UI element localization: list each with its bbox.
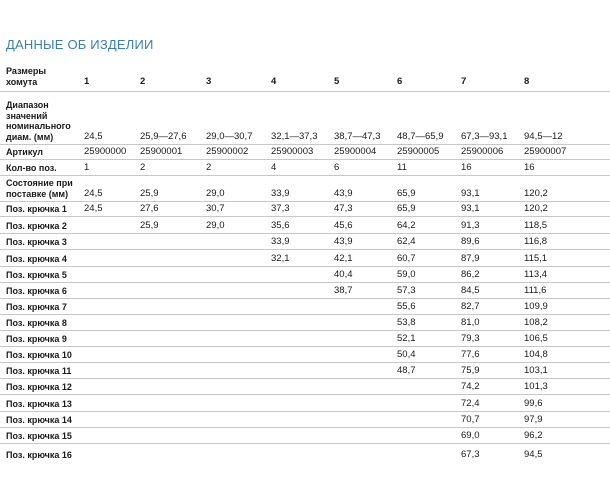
table-cell: 67,3—93,1	[461, 131, 508, 142]
table-row	[0, 314, 610, 331]
table-cell: 25,9	[140, 188, 159, 199]
table-cell: 37,3	[271, 203, 290, 214]
table-cell: 53,8	[397, 317, 416, 328]
table-cell: 25900003	[271, 146, 314, 157]
table-cell: 69,0	[461, 430, 480, 441]
table-cell: 25900007	[524, 146, 567, 157]
table-row	[0, 233, 610, 250]
table-cell: 84,5	[461, 285, 480, 296]
table-cell: 116,8	[524, 236, 548, 247]
table-row	[0, 427, 610, 444]
table-row	[0, 175, 610, 202]
table-row	[0, 216, 610, 234]
table-cell: 120,2	[524, 203, 548, 214]
table-cell: 99,6	[524, 398, 543, 409]
table-cell: 93,1	[461, 203, 480, 214]
table-cell: 48,7—65,9	[397, 131, 444, 142]
table-row	[0, 443, 610, 462]
table-cell: 65,9	[397, 188, 416, 199]
row-label: Артикул	[6, 146, 43, 157]
table-cell: 25900000	[84, 146, 127, 157]
table-row	[0, 282, 610, 299]
column-header: 2	[140, 76, 146, 87]
table-cell: 38,7—47,3	[334, 131, 381, 142]
table-cell: 77,6	[461, 349, 480, 360]
row-label: Поз. крючка 15	[6, 430, 72, 441]
column-header: 3	[206, 76, 212, 87]
table-cell: 27,6	[140, 203, 159, 214]
table-cell: 16	[524, 162, 535, 173]
table-cell: 109,9	[524, 301, 548, 312]
table-cell: 97,9	[524, 414, 543, 425]
table-cell: 65,9	[397, 203, 416, 214]
row-label: Диапазон значений номинального диам. (мм)	[6, 100, 71, 142]
table-cell: 25900004	[334, 146, 377, 157]
row-label: Поз. крючка 10	[6, 349, 72, 360]
table-cell: 55,6	[397, 301, 416, 312]
table-cell: 4	[271, 162, 277, 173]
table-cell: 104,8	[524, 349, 548, 360]
table-cell: 72,4	[461, 398, 480, 409]
table-cell: 103,1	[524, 365, 548, 376]
table-cell: 29,0—30,7	[206, 131, 253, 142]
column-header: 8	[524, 76, 530, 87]
table-row	[0, 266, 610, 283]
table-row	[0, 201, 610, 217]
table-cell: 40,4	[334, 269, 353, 280]
table-cell: 25,9—27,6	[140, 131, 187, 142]
row-label: Поз. крючка 16	[6, 449, 72, 460]
table-row	[0, 378, 610, 395]
table-cell: 43,9	[334, 188, 353, 199]
table-cell: 62,4	[397, 236, 416, 247]
row-label: Поз. крючка 13	[6, 398, 72, 409]
table-cell: 70,7	[461, 414, 480, 425]
table-row	[0, 330, 610, 347]
row-label: Поз. крючка 5	[6, 269, 67, 280]
row-label: Кол-во поз.	[6, 162, 57, 173]
table-cell: 74,2	[461, 381, 480, 392]
table-cell: 29,0	[206, 220, 225, 231]
table-cell: 94,5	[524, 449, 543, 460]
table-cell: 47,3	[334, 203, 353, 214]
table-cell: 52,1	[397, 333, 416, 344]
table-cell: 25,9	[140, 220, 159, 231]
table-cell: 64,2	[397, 220, 416, 231]
row-label: Поз. крючка 14	[6, 414, 72, 425]
table-cell: 48,7	[397, 365, 416, 376]
table-row	[0, 411, 610, 428]
table-cell: 94,5—12	[524, 131, 563, 142]
page-title: ДАННЫЕ ОБ ИЗДЕЛИИ	[6, 37, 154, 52]
table-cell: 59,0	[397, 269, 416, 280]
table-cell: 75,9	[461, 365, 480, 376]
table-cell: 32,1	[271, 253, 290, 264]
table-cell: 24,5	[84, 131, 103, 142]
table-cell: 29,0	[206, 188, 225, 199]
row-label: Поз. крючка 6	[6, 285, 67, 296]
table-cell: 45,6	[334, 220, 353, 231]
row-label: Поз. крючка 4	[6, 253, 67, 264]
table-cell: 24,5	[84, 203, 103, 214]
row-label: Поз. крючка 12	[6, 381, 72, 392]
row-label: Поз. крючка 7	[6, 301, 67, 312]
table-row	[0, 249, 610, 267]
column-header: 1	[84, 76, 90, 87]
table-row	[0, 91, 610, 145]
table-cell: 93,1	[461, 188, 480, 199]
table-header-row	[0, 64, 610, 92]
table-cell: 60,7	[397, 253, 416, 264]
table-cell: 79,3	[461, 333, 480, 344]
table-cell: 96,2	[524, 430, 543, 441]
table-cell: 87,9	[461, 253, 480, 264]
table-cell: 82,7	[461, 301, 480, 312]
table-cell: 25900001	[140, 146, 183, 157]
row-label: Поз. крючка 2	[6, 220, 67, 231]
table-cell: 24,5	[84, 188, 103, 199]
table-cell: 120,2	[524, 188, 548, 199]
table-row	[0, 298, 610, 315]
table-cell: 38,7	[334, 285, 353, 296]
table-cell: 25900002	[206, 146, 249, 157]
column-header: 6	[397, 76, 403, 87]
row-label: Поз. крючка 8	[6, 317, 67, 328]
table-cell: 25900006	[461, 146, 504, 157]
table-cell: 25900005	[397, 146, 440, 157]
table-row	[0, 144, 610, 160]
table-cell: 2	[206, 162, 212, 173]
table-cell: 32,1—37,3	[271, 131, 318, 142]
table-cell: 106,5	[524, 333, 548, 344]
table-cell: 43,9	[334, 236, 353, 247]
table-cell: 30,7	[206, 203, 225, 214]
table-cell: 111,6	[524, 285, 547, 296]
table-cell: 67,3	[461, 449, 480, 460]
table-cell: 33,9	[271, 236, 290, 247]
row-label: Поз. крючка 1	[6, 203, 67, 214]
table-cell: 16	[461, 162, 472, 173]
table-cell: 57,3	[397, 285, 416, 296]
table-cell: 33,9	[271, 188, 290, 199]
row-label: Поз. крючка 11	[6, 365, 72, 376]
table-cell: 101,3	[524, 381, 548, 392]
table-cell: 42,1	[334, 253, 353, 264]
table-row	[0, 394, 610, 412]
table-row	[0, 159, 610, 176]
table-cell: 86,2	[461, 269, 480, 280]
table-cell: 11	[397, 162, 407, 173]
table-cell: 118,5	[524, 220, 548, 231]
table-cell: 1	[84, 162, 90, 173]
table-cell: 50,4	[397, 349, 416, 360]
spec-table	[0, 64, 567, 504]
table-cell: 6	[334, 162, 340, 173]
row-label: Поз. крючка 3	[6, 236, 67, 247]
table-cell: 115,1	[524, 253, 548, 264]
header-label: Размеры хомута	[6, 66, 47, 87]
column-header: 5	[334, 76, 340, 87]
row-label: Состояние при поставке (мм)	[6, 178, 73, 199]
table-row	[0, 346, 610, 363]
table-cell: 89,6	[461, 236, 480, 247]
column-header: 4	[271, 76, 277, 87]
row-label: Поз. крючка 9	[6, 333, 67, 344]
table-cell: 91,3	[461, 220, 480, 231]
table-cell: 2	[140, 162, 146, 173]
table-row	[0, 362, 610, 379]
column-header: 7	[461, 76, 467, 87]
table-cell: 113,4	[524, 269, 548, 280]
table-cell: 35,6	[271, 220, 290, 231]
table-cell: 81,0	[461, 317, 480, 328]
table-cell: 108,2	[524, 317, 548, 328]
